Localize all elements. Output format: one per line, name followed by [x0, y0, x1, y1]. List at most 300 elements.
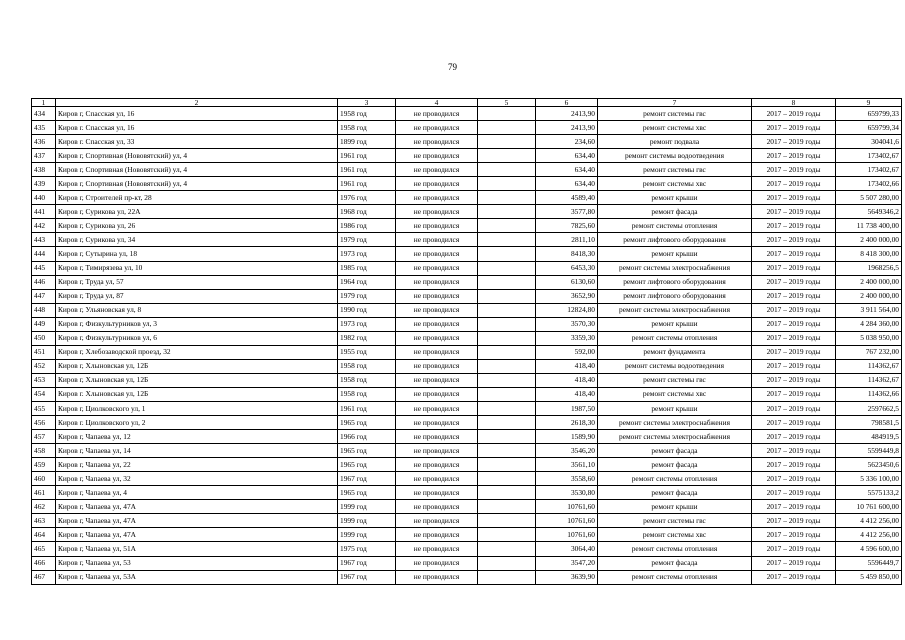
- table-row: [32, 191, 902, 205]
- cell-area: 8418,30: [536, 247, 598, 261]
- cell-build-year: 1999 год: [338, 528, 396, 542]
- cell-cost: 4 284 360,00: [836, 317, 902, 331]
- cell-column-5: [478, 373, 536, 387]
- cell-work-type: ремонт фундамента: [598, 345, 752, 359]
- table-body: [32, 107, 902, 585]
- cell-period: 2017 – 2019 годы: [752, 373, 836, 387]
- cell-last-repair: не проводился: [396, 528, 478, 542]
- cell-build-year: 1999 год: [338, 514, 396, 528]
- table-row: [32, 528, 902, 542]
- cell-area: 3639,90: [536, 570, 598, 584]
- cell-row-index: 441: [32, 205, 56, 219]
- cell-last-repair: не проводился: [396, 359, 478, 373]
- cell-area: 10761,60: [536, 500, 598, 514]
- column-header-4: 4: [396, 99, 478, 107]
- cell-last-repair: не проводился: [396, 149, 478, 163]
- cell-work-type: ремонт системы гвс: [598, 163, 752, 177]
- table-row: [32, 331, 902, 345]
- cell-column-5: [478, 458, 536, 472]
- table-row: [32, 275, 902, 289]
- cell-column-5: [478, 289, 536, 303]
- cell-address: Киров г, Спортивная (Нововятский) ул, 4: [56, 149, 338, 163]
- cell-period: 2017 – 2019 годы: [752, 317, 836, 331]
- cell-row-index: 463: [32, 514, 56, 528]
- cell-row-index: 452: [32, 359, 56, 373]
- cell-build-year: 1999 год: [338, 500, 396, 514]
- cell-address: Киров г, Чапаева ул, 47А: [56, 500, 338, 514]
- cell-area: 10761,60: [536, 514, 598, 528]
- cell-address: Киров г, Чапаева ул, 14: [56, 444, 338, 458]
- cell-work-type: ремонт лифтового оборудования: [598, 275, 752, 289]
- cell-period: 2017 – 2019 годы: [752, 472, 836, 486]
- cell-period: 2017 – 2019 годы: [752, 247, 836, 261]
- cell-build-year: 1968 год: [338, 205, 396, 219]
- cell-last-repair: не проводился: [396, 317, 478, 331]
- cell-column-5: [478, 317, 536, 331]
- cell-row-index: 454: [32, 387, 56, 401]
- cell-row-index: 437: [32, 149, 56, 163]
- cell-column-5: [478, 149, 536, 163]
- cell-period: 2017 – 2019 годы: [752, 416, 836, 430]
- table-row: [32, 289, 902, 303]
- cell-address: Киров г, Сутырина ул, 18: [56, 247, 338, 261]
- cell-build-year: 1990 год: [338, 303, 396, 317]
- cell-column-5: [478, 303, 536, 317]
- cell-area: 1589,90: [536, 430, 598, 444]
- cell-work-type: ремонт фасада: [598, 205, 752, 219]
- column-header-2: 2: [56, 99, 338, 107]
- cell-column-5: [478, 514, 536, 528]
- cell-period: 2017 – 2019 годы: [752, 542, 836, 556]
- cell-column-5: [478, 205, 536, 219]
- cell-address: Киров г. Спасская ул, 33: [56, 135, 338, 149]
- cell-address: Киров г, Труда ул, 87: [56, 289, 338, 303]
- cell-area: 4589,40: [536, 191, 598, 205]
- cell-last-repair: не проводился: [396, 121, 478, 135]
- cell-column-5: [478, 430, 536, 444]
- cell-work-type: ремонт системы электроснабжения: [598, 261, 752, 275]
- cell-column-5: [478, 261, 536, 275]
- cell-area: 2413,90: [536, 107, 598, 121]
- cell-cost: 484919,5: [836, 430, 902, 444]
- cell-address: Киров г, Спортивная (Нововятский) ул, 4: [56, 177, 338, 191]
- cell-address: Киров г, Чапаева ул, 4: [56, 486, 338, 500]
- cell-cost: 5649346,2: [836, 205, 902, 219]
- cell-address: Киров г, Чапаева ул, 47А: [56, 528, 338, 542]
- cell-area: 2618,30: [536, 416, 598, 430]
- cell-address: Киров г, Тимирязева ул, 10: [56, 261, 338, 275]
- cell-cost: 173402,67: [836, 163, 902, 177]
- table-row: [32, 373, 902, 387]
- cell-work-type: ремонт системы гвс: [598, 373, 752, 387]
- cell-row-index: 439: [32, 177, 56, 191]
- cell-column-5: [478, 472, 536, 486]
- cell-last-repair: не проводился: [396, 444, 478, 458]
- cell-last-repair: не проводился: [396, 261, 478, 275]
- cell-cost: 3 911 564,00: [836, 303, 902, 317]
- cell-last-repair: не проводился: [396, 331, 478, 345]
- cell-address: Киров г, Сурикова ул, 22А: [56, 205, 338, 219]
- cell-build-year: 1966 год: [338, 430, 396, 444]
- cell-row-index: 448: [32, 303, 56, 317]
- cell-build-year: 1958 год: [338, 387, 396, 401]
- cell-cost: 114362,66: [836, 387, 902, 401]
- cell-work-type: ремонт фасада: [598, 458, 752, 472]
- cell-last-repair: не проводился: [396, 472, 478, 486]
- cell-last-repair: не проводился: [396, 219, 478, 233]
- cell-last-repair: не проводился: [396, 303, 478, 317]
- cell-cost: 4 412 256,00: [836, 514, 902, 528]
- table-row: [32, 135, 902, 149]
- cell-last-repair: не проводился: [396, 191, 478, 205]
- table-row: [32, 430, 902, 444]
- cell-last-repair: не проводился: [396, 500, 478, 514]
- cell-period: 2017 – 2019 годы: [752, 303, 836, 317]
- repair-registry-table: [31, 98, 902, 585]
- cell-row-index: 444: [32, 247, 56, 261]
- cell-period: 2017 – 2019 годы: [752, 444, 836, 458]
- cell-build-year: 1986 год: [338, 219, 396, 233]
- cell-period: 2017 – 2019 годы: [752, 275, 836, 289]
- cell-period: 2017 – 2019 годы: [752, 528, 836, 542]
- table-row: [32, 387, 902, 401]
- cell-work-type: ремонт системы гвс: [598, 107, 752, 121]
- cell-build-year: 1955 год: [338, 345, 396, 359]
- cell-work-type: ремонт системы отопления: [598, 331, 752, 345]
- cell-column-5: [478, 121, 536, 135]
- cell-work-type: ремонт системы отопления: [598, 570, 752, 584]
- cell-build-year: 1961 год: [338, 177, 396, 191]
- cell-period: 2017 – 2019 годы: [752, 486, 836, 500]
- cell-cost: 5575133,2: [836, 486, 902, 500]
- column-header-6: 6: [536, 99, 598, 107]
- cell-period: 2017 – 2019 годы: [752, 458, 836, 472]
- cell-cost: 114362,67: [836, 373, 902, 387]
- cell-area: 3577,80: [536, 205, 598, 219]
- cell-work-type: ремонт системы электроснабжения: [598, 430, 752, 444]
- cell-last-repair: не проводился: [396, 556, 478, 570]
- cell-row-index: 450: [32, 331, 56, 345]
- page-number: 79: [448, 62, 457, 72]
- cell-address: Киров г, Чапаева ул, 51А: [56, 542, 338, 556]
- cell-last-repair: не проводился: [396, 416, 478, 430]
- table-row: [32, 570, 902, 584]
- table-row: [32, 121, 902, 135]
- cell-area: 3064,40: [536, 542, 598, 556]
- cell-area: 418,40: [536, 359, 598, 373]
- cell-cost: 5 038 950,00: [836, 331, 902, 345]
- cell-work-type: ремонт системы водоотведения: [598, 359, 752, 373]
- cell-cost: 173402,67: [836, 149, 902, 163]
- cell-cost: 5599449,8: [836, 444, 902, 458]
- cell-column-5: [478, 107, 536, 121]
- table-row: [32, 261, 902, 275]
- cell-address: Киров г. Хлыновская ул, 12Б: [56, 387, 338, 401]
- cell-work-type: ремонт крыши: [598, 247, 752, 261]
- cell-address: Киров г, Ульяновская ул, 8: [56, 303, 338, 317]
- cell-work-type: ремонт системы хвс: [598, 177, 752, 191]
- cell-column-5: [478, 542, 536, 556]
- cell-row-index: 460: [32, 472, 56, 486]
- table-row: [32, 514, 902, 528]
- cell-work-type: ремонт системы хвс: [598, 121, 752, 135]
- cell-address: Киров г, Сурикова ул, 26: [56, 219, 338, 233]
- cell-column-5: [478, 500, 536, 514]
- table-row: [32, 303, 902, 317]
- cell-last-repair: не проводился: [396, 430, 478, 444]
- cell-area: 12824,80: [536, 303, 598, 317]
- cell-address: Киров г, Сурикова ул, 34: [56, 233, 338, 247]
- cell-build-year: 1976 год: [338, 191, 396, 205]
- cell-area: 3546,20: [536, 444, 598, 458]
- cell-row-index: 442: [32, 219, 56, 233]
- cell-area: 3652,90: [536, 289, 598, 303]
- cell-period: 2017 – 2019 годы: [752, 556, 836, 570]
- cell-column-5: [478, 556, 536, 570]
- cell-period: 2017 – 2019 годы: [752, 191, 836, 205]
- cell-row-index: 467: [32, 570, 56, 584]
- cell-period: 2017 – 2019 годы: [752, 359, 836, 373]
- cell-area: 7825,60: [536, 219, 598, 233]
- cell-period: 2017 – 2019 годы: [752, 177, 836, 191]
- table-row: [32, 177, 902, 191]
- cell-period: 2017 – 2019 годы: [752, 135, 836, 149]
- cell-work-type: ремонт системы хвс: [598, 528, 752, 542]
- cell-last-repair: не проводился: [396, 205, 478, 219]
- table-row: [32, 542, 902, 556]
- column-header-3: 3: [338, 99, 396, 107]
- cell-work-type: ремонт системы электроснабжения: [598, 416, 752, 430]
- cell-column-5: [478, 570, 536, 584]
- cell-row-index: 440: [32, 191, 56, 205]
- cell-area: 234,60: [536, 135, 598, 149]
- cell-cost: 11 738 400,00: [836, 219, 902, 233]
- cell-row-index: 445: [32, 261, 56, 275]
- cell-work-type: ремонт системы гвс: [598, 514, 752, 528]
- table-row: [32, 486, 902, 500]
- cell-last-repair: не проводился: [396, 387, 478, 401]
- cell-period: 2017 – 2019 годы: [752, 387, 836, 401]
- cell-area: 1987,50: [536, 401, 598, 415]
- cell-period: 2017 – 2019 годы: [752, 149, 836, 163]
- cell-area: 634,40: [536, 163, 598, 177]
- column-header-1: 1: [32, 99, 56, 107]
- table-row: [32, 500, 902, 514]
- cell-work-type: ремонт системы хвс: [598, 387, 752, 401]
- cell-cost: 798581,5: [836, 416, 902, 430]
- cell-address: Киров г, Чапаева ул, 12: [56, 430, 338, 444]
- cell-last-repair: не проводился: [396, 233, 478, 247]
- cell-build-year: 1979 год: [338, 233, 396, 247]
- cell-work-type: ремонт фасада: [598, 444, 752, 458]
- cell-column-5: [478, 359, 536, 373]
- table-row: [32, 416, 902, 430]
- cell-build-year: 1982 год: [338, 331, 396, 345]
- cell-work-type: ремонт подвала: [598, 135, 752, 149]
- cell-period: 2017 – 2019 годы: [752, 500, 836, 514]
- cell-work-type: ремонт крыши: [598, 191, 752, 205]
- cell-column-5: [478, 275, 536, 289]
- cell-last-repair: не проводился: [396, 542, 478, 556]
- cell-column-5: [478, 416, 536, 430]
- cell-row-index: 449: [32, 317, 56, 331]
- cell-build-year: 1965 год: [338, 486, 396, 500]
- cell-address: Киров г, Хлыновская ул, 12Б: [56, 359, 338, 373]
- cell-address: Киров г, Чапаева ул, 53: [56, 556, 338, 570]
- cell-cost: 5623450,6: [836, 458, 902, 472]
- cell-work-type: ремонт системы электроснабжения: [598, 303, 752, 317]
- cell-column-5: [478, 401, 536, 415]
- cell-area: 3558,60: [536, 472, 598, 486]
- column-header-7: 7: [598, 99, 752, 107]
- table-row: [32, 556, 902, 570]
- cell-work-type: ремонт фасада: [598, 556, 752, 570]
- cell-address: Киров г, Труда ул, 57: [56, 275, 338, 289]
- cell-cost: 2597662,5: [836, 401, 902, 415]
- cell-period: 2017 – 2019 годы: [752, 514, 836, 528]
- cell-cost: 659799,34: [836, 121, 902, 135]
- cell-period: 2017 – 2019 годы: [752, 107, 836, 121]
- cell-cost: 304041,6: [836, 135, 902, 149]
- cell-build-year: 1965 год: [338, 444, 396, 458]
- cell-column-5: [478, 177, 536, 191]
- cell-row-index: 462: [32, 500, 56, 514]
- cell-cost: 4 412 256,00: [836, 528, 902, 542]
- cell-build-year: 1975 год: [338, 542, 396, 556]
- table-row: [32, 163, 902, 177]
- cell-row-index: 453: [32, 373, 56, 387]
- cell-column-5: [478, 163, 536, 177]
- cell-address: Киров г. Циолковского ул, 2: [56, 416, 338, 430]
- cell-column-5: [478, 233, 536, 247]
- cell-build-year: 1961 год: [338, 149, 396, 163]
- cell-period: 2017 – 2019 годы: [752, 233, 836, 247]
- cell-last-repair: не проводился: [396, 458, 478, 472]
- cell-build-year: 1961 год: [338, 163, 396, 177]
- cell-row-index: 446: [32, 275, 56, 289]
- table-row: [32, 219, 902, 233]
- cell-cost: 4 596 600,00: [836, 542, 902, 556]
- cell-period: 2017 – 2019 годы: [752, 261, 836, 275]
- cell-address: Киров г, Физкультурников ул, 3: [56, 317, 338, 331]
- table-row: [32, 401, 902, 415]
- cell-column-5: [478, 345, 536, 359]
- table-row: [32, 247, 902, 261]
- cell-period: 2017 – 2019 годы: [752, 121, 836, 135]
- cell-column-5: [478, 486, 536, 500]
- cell-build-year: 1964 год: [338, 275, 396, 289]
- cell-last-repair: не проводился: [396, 486, 478, 500]
- cell-last-repair: не проводился: [396, 289, 478, 303]
- cell-build-year: 1967 год: [338, 472, 396, 486]
- cell-row-index: 458: [32, 444, 56, 458]
- cell-cost: 2 400 000,00: [836, 289, 902, 303]
- cell-cost: 5 336 100,00: [836, 472, 902, 486]
- cell-area: 3530,80: [536, 486, 598, 500]
- column-header-5: 5: [478, 99, 536, 107]
- table-row: [32, 317, 902, 331]
- cell-build-year: 1965 год: [338, 458, 396, 472]
- cell-period: 2017 – 2019 годы: [752, 331, 836, 345]
- cell-period: 2017 – 2019 годы: [752, 219, 836, 233]
- cell-address: Киров г. Спасская ул, 16: [56, 121, 338, 135]
- cell-cost: 10 761 600,00: [836, 500, 902, 514]
- cell-build-year: 1958 год: [338, 107, 396, 121]
- table-row: [32, 359, 902, 373]
- cell-address: Киров г, Чапаева ул, 22: [56, 458, 338, 472]
- cell-cost: 5 459 850,00: [836, 570, 902, 584]
- cell-work-type: ремонт фасада: [598, 486, 752, 500]
- cell-column-5: [478, 219, 536, 233]
- cell-area: 634,40: [536, 177, 598, 191]
- cell-column-5: [478, 387, 536, 401]
- table-row: [32, 345, 902, 359]
- cell-cost: 114362,67: [836, 359, 902, 373]
- cell-cost: 2 400 000,00: [836, 233, 902, 247]
- cell-area: 2413,90: [536, 121, 598, 135]
- cell-area: 3359,30: [536, 331, 598, 345]
- cell-area: 6130,60: [536, 275, 598, 289]
- cell-area: 634,40: [536, 149, 598, 163]
- cell-build-year: 1985 год: [338, 261, 396, 275]
- cell-period: 2017 – 2019 годы: [752, 163, 836, 177]
- cell-area: 592,00: [536, 345, 598, 359]
- cell-last-repair: не проводился: [396, 345, 478, 359]
- cell-address: Киров г, Физкультурников ул, 6: [56, 331, 338, 345]
- cell-row-index: 455: [32, 401, 56, 415]
- cell-build-year: 1979 год: [338, 289, 396, 303]
- cell-last-repair: не проводился: [396, 247, 478, 261]
- cell-row-index: 459: [32, 458, 56, 472]
- cell-work-type: ремонт крыши: [598, 317, 752, 331]
- cell-cost: 767 232,00: [836, 345, 902, 359]
- cell-last-repair: не проводился: [396, 373, 478, 387]
- cell-build-year: 1899 год: [338, 135, 396, 149]
- column-header-9: 9: [836, 99, 902, 107]
- cell-area: 3547,20: [536, 556, 598, 570]
- cell-column-5: [478, 135, 536, 149]
- cell-row-index: 464: [32, 528, 56, 542]
- cell-column-5: [478, 444, 536, 458]
- cell-row-index: 447: [32, 289, 56, 303]
- cell-address: Киров г, Хлебозаводской проезд, 32: [56, 345, 338, 359]
- cell-build-year: 1965 год: [338, 416, 396, 430]
- cell-row-index: 435: [32, 121, 56, 135]
- cell-column-5: [478, 191, 536, 205]
- cell-work-type: ремонт системы отопления: [598, 472, 752, 486]
- cell-row-index: 434: [32, 107, 56, 121]
- cell-address: Киров г, Хлыновская ул, 12Б: [56, 373, 338, 387]
- cell-address: Киров г, Строителей пр-кт, 28: [56, 191, 338, 205]
- cell-build-year: 1973 год: [338, 317, 396, 331]
- cell-work-type: ремонт системы водоотведения: [598, 149, 752, 163]
- cell-work-type: ремонт крыши: [598, 500, 752, 514]
- cell-area: 418,40: [536, 387, 598, 401]
- cell-row-index: 451: [32, 345, 56, 359]
- cell-period: 2017 – 2019 годы: [752, 345, 836, 359]
- cell-area: 2811,10: [536, 233, 598, 247]
- cell-row-index: 461: [32, 486, 56, 500]
- table-row: [32, 458, 902, 472]
- cell-build-year: 1967 год: [338, 556, 396, 570]
- table-row: [32, 472, 902, 486]
- table-row: [32, 233, 902, 247]
- cell-build-year: 1967 год: [338, 570, 396, 584]
- cell-cost: 173402,66: [836, 177, 902, 191]
- cell-period: 2017 – 2019 годы: [752, 289, 836, 303]
- cell-last-repair: не проводился: [396, 163, 478, 177]
- cell-work-type: ремонт системы отопления: [598, 219, 752, 233]
